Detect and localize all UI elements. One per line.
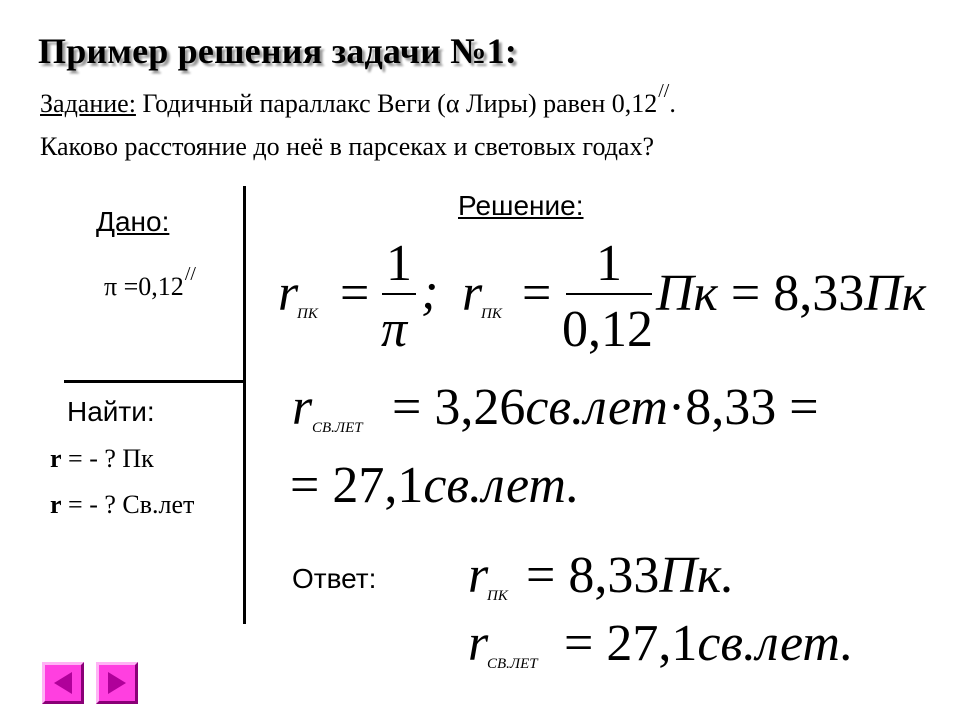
formula2-tail [656,264,926,323]
arcsec-mark: // [658,80,670,102]
formula2-den: 0,12 [562,301,653,358]
given-parallax [104,263,196,302]
solution-heading: Решение: [458,190,584,221]
formula4 [290,456,580,515]
formula1-sub: ПК [297,306,318,322]
answer-label: Ответ: [292,563,377,594]
answer1-sub: ПК [487,588,508,604]
formula3-sub: СВ.ЛЕТ [312,420,363,436]
formula1-pi: π [381,301,408,358]
formula3-body [392,378,819,437]
formula3-value: = 3,26 [392,379,526,436]
answer1-r: r [468,547,489,604]
answer2-r: r [468,615,489,672]
formula1-eq: = [340,265,370,322]
answer2-sub: СВ.ЛЕТ [487,656,538,672]
slide-title: Пример решения задачи №1: [38,31,518,71]
formula1-r: r [278,265,299,322]
unit-pk: Пк [864,265,927,322]
task-text-1: Годичный параллакс Веги ( [135,89,446,118]
next-arrow-icon [104,670,130,696]
pi-symbol: π [104,272,118,301]
formula1-fraction-bar [382,293,416,295]
formula2-result: = 8,33 [717,265,865,322]
find-line-2 [50,490,194,520]
task-line-1 [40,80,676,122]
given-heading: Дано: [96,206,170,237]
horizontal-divider [64,380,245,383]
unit-light-years: св.лет. [423,457,580,514]
formula3-r: r [292,379,313,436]
given-value: =0,12 [117,272,184,301]
find-r: r [50,444,62,473]
unit-light-years: св.лет. [697,615,854,672]
task-line-2: Каково расстояние до неё в парсеках и световых годах? [40,132,655,161]
formula4-value: = 27,1 [290,457,424,514]
multiply-dot: · [667,379,686,436]
vertical-divider [243,186,246,624]
next-slide-button[interactable] [96,662,138,704]
find-rest-1: = - ? Пк [61,444,154,473]
task-text-2: Лиры) равен 0,12 [459,89,658,118]
unit-light-years: св.лет [525,379,668,436]
arcsec-mark: // [184,263,196,285]
answer1-value: = 8,33 [526,547,660,604]
prev-arrow-icon [50,670,76,696]
task-end: . [669,89,676,118]
formula1-num: 1 [386,235,412,292]
unit-pk: Пк. [659,547,735,604]
formula2-eq: = [522,265,552,322]
formula3-multiplier: 8,33 = [685,379,819,436]
answer2-value: = 27,1 [564,615,698,672]
find-heading: Найти: [67,396,155,427]
formula2-num: 1 [596,235,622,292]
prev-slide-button[interactable] [42,662,84,704]
formula2-r: r [462,265,483,322]
answer2-body [564,614,854,673]
formula1-semicolon: ; [421,263,439,320]
unit-pk: Пк [656,265,718,322]
formula2-fraction-bar [566,293,652,295]
alpha-symbol: α [445,89,460,118]
formula2-sub: ПК [481,306,502,322]
answer1-body [526,546,734,605]
find-rest-2: = - ? Св.лет [61,490,195,519]
task-label: Задание: [40,89,136,118]
find-line-1 [50,444,154,474]
find-r: r [50,490,62,519]
